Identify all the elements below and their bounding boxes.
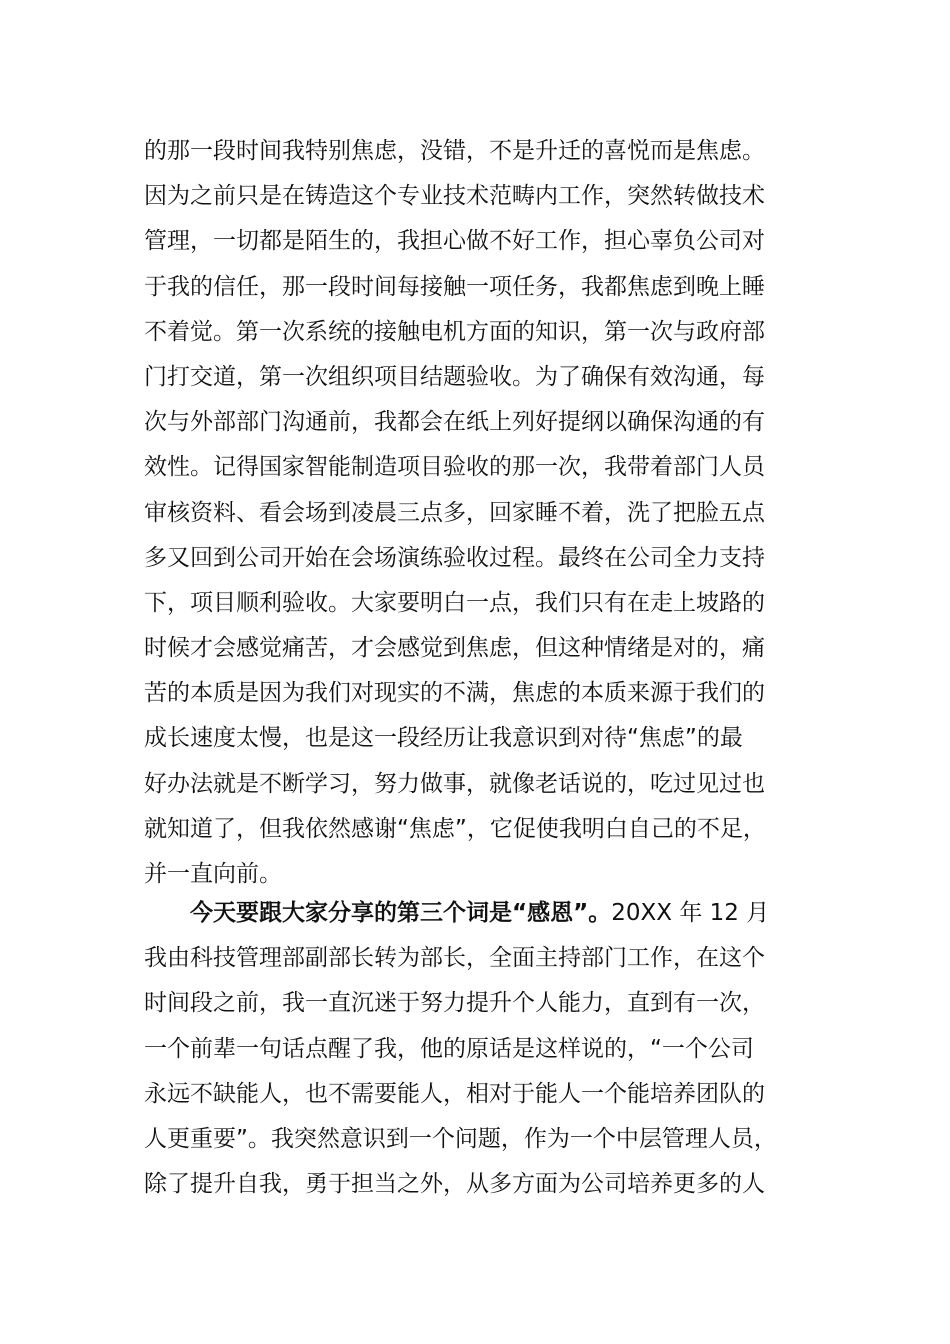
text-line: 审核资料、看会场到凌晨三点多，回家睡不着，洗了把脸五点	[144, 499, 765, 526]
text-line: 时间段之前，我一直沉迷于努力提升个人能力，直到有一次，	[144, 990, 765, 1017]
text-line-first	[144, 891, 824, 936]
text-line: 好办法就是不断学习，努力做事，就像老话说的，吃过见过也	[144, 770, 765, 797]
text-line: 我由科技管理部副部长转为部长，全面主持部门工作，在这个	[144, 945, 765, 972]
text-line: 不着觉。第一次系统的接触电机方面的知识，第一次与政府部	[144, 318, 765, 345]
text-line: 永远不缺能人，也不需要能人，相对于能人一个能培养团队的	[144, 1080, 765, 1107]
section-heading-inline: 今天要跟大家分享的第三个词是“感恩”。	[190, 900, 612, 926]
paragraph-gratitude	[144, 891, 824, 1207]
text-line: 管理，一切都是陌生的，我担心做不好工作，担心辜负公司对	[144, 228, 765, 255]
text-line: 因为之前只是在铸造这个专业技术范畴内工作，突然转做技术	[144, 183, 765, 210]
text-line: 效性。记得国家智能制造项目验收的那一次，我带着部门人员	[144, 454, 765, 481]
text-line: 于我的信任，那一段时间每接触一项任务，我都焦虑到晚上睡	[144, 273, 765, 300]
text-line: 的那一段时间我特别焦虑，没错，不是升迁的喜悦而是焦虑。	[144, 138, 765, 164]
text-line: 成长速度太慢，也是这一段经历让我意识到对待“焦虑”的最	[144, 725, 743, 752]
text-span: 20XX 年 12 月	[611, 900, 770, 926]
text-line: 下，项目顺利验收。大家要明白一点，我们只有在走上坡路的	[144, 589, 765, 616]
text-line: 人更重要”。我突然意识到一个问题，作为一个中层管理人员，	[144, 1125, 777, 1152]
paragraph-anxiety	[144, 129, 824, 897]
text-line: 苦的本质是因为我们对现实的不满，焦虑的本质来源于我们的	[144, 680, 765, 707]
text-line: 就知道了，但我依然感谢“焦虑”，它促使我明白自己的不足，	[144, 815, 766, 842]
text-line: 一个前辈一句话点醒了我，他的原话是这样说的，“一个公司	[144, 1035, 754, 1062]
text-line: 并一直向前。	[144, 861, 282, 887]
text-line: 时候才会感觉痛苦，才会感觉到焦虑，但这种情绪是对的，痛	[144, 635, 765, 662]
text-line: 门打交道，第一次组织项目结题验收。为了确保有效沟通，每	[144, 363, 765, 390]
text-line: 除了提升自我，勇于担当之外，从多方面为公司培养更多的人	[144, 1171, 765, 1198]
text-line: 多又回到公司开始在会场演练验收过程。最终在公司全力支持	[144, 544, 765, 571]
text-line: 次与外部部门沟通前，我都会在纸上列好提纲以确保沟通的有	[144, 409, 765, 436]
